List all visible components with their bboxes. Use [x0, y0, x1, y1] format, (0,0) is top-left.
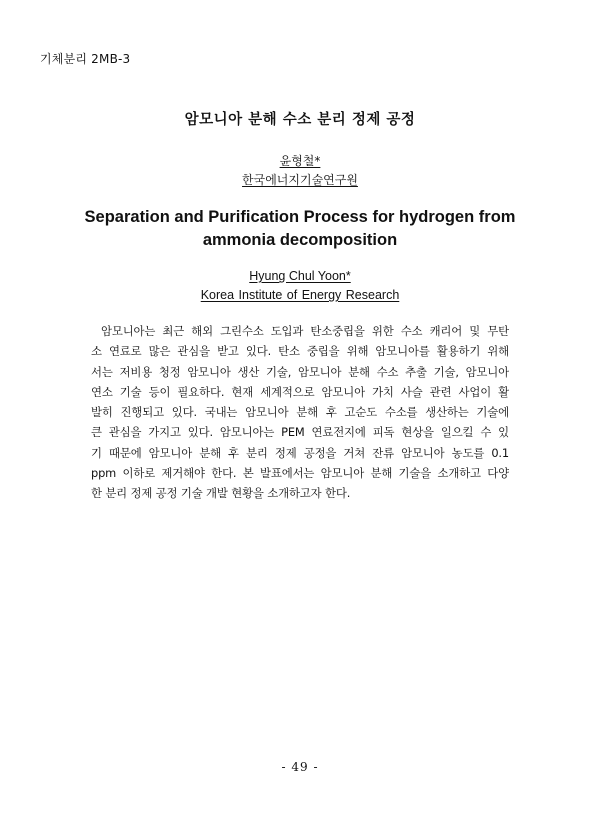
english-affiliation: Korea Institute of Energy Research	[200, 288, 400, 302]
korean-title: 암모니아 분해 수소 분리 정제 공정	[184, 112, 416, 128]
abstract-line: 발히 진행되고 있다. 국내는 암모니아 분해 후 고순도 수소를 생산하는 기술에	[91, 405, 509, 420]
english-title-line-2: ammonia decomposition	[202, 231, 398, 249]
page-number: - 49 -	[281, 760, 319, 774]
abstract-line: 한 분리 정제 공정 기술 개발 현황을 소개하고자 한다.	[91, 486, 351, 501]
english-author: Hyung Chul Yoon*	[249, 269, 351, 283]
session-code: 기체분리 2MB-3	[40, 52, 131, 66]
abstract-line: 소 연료로 많은 관심을 받고 있다. 탄소 중립을 위해 암모니아를 활용하기 위해	[91, 344, 509, 359]
abstract-line: ppm 이하로 제거해야 한다. 본 발표에서는 암모니아 분해 기술을 소개하고 다양	[91, 466, 509, 481]
english-title	[60, 206, 540, 252]
abstract-line: 서는 저비용 청정 암모니아 생산 기술, 암모니아 분해 수소 추출 기술, 암모니아	[91, 364, 509, 379]
abstract-line: 암모니아는 최근 해외 그린수소 도입과 탄소중립을 위한 수소 캐리어 및 무탄	[101, 324, 509, 338]
abstract-line: 기 때문에 암모니아 분해 후 분리 정제 공정을 거쳐 잔류 암모니아 농도를 0.1	[91, 445, 509, 460]
english-title-line-1: Separation and Purification Process for hydrogen from	[84, 208, 516, 226]
abstract-body	[91, 321, 509, 504]
abstract-line: 큰 관심을 가지고 있다. 암모니아는 PEM 연료전지에 피독 현상을 일으킬 수 있	[91, 425, 509, 440]
abstract-line: 연소 기술 등이 필요하다. 현재 세계적으로 암모니아 가치 사슬 관련 사업이 활	[91, 384, 509, 399]
korean-author: 윤형철*	[279, 154, 321, 168]
korean-affiliation: 한국에너지기술연구원	[242, 173, 358, 187]
